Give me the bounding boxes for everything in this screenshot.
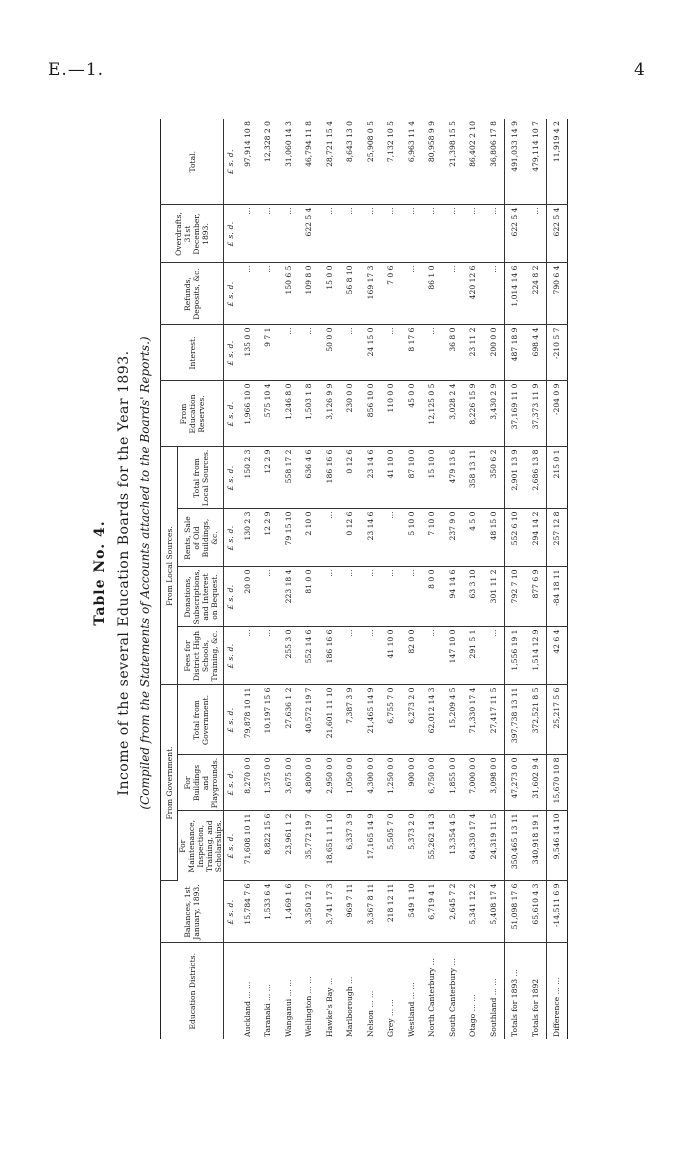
table-cell: 12,328 2 0	[258, 119, 279, 205]
table-cell: 792 7 10	[504, 567, 525, 627]
table-cell: 3,367 8 11	[360, 881, 381, 943]
table-cell: 4 5 0	[463, 509, 484, 567]
table-cell: 358 13 11	[463, 447, 484, 509]
table-cell: 3,350 12 7	[299, 881, 320, 943]
table-cell: 18,651 11 10	[319, 811, 340, 881]
table-cell: 87 10 0	[401, 447, 422, 509]
table-cell: 15 10 0	[422, 447, 443, 509]
district-name: Wanganui ... ...	[283, 979, 293, 1037]
table-cell: 4,800 0 0	[299, 755, 320, 811]
table-cell: 1,375 0 0	[258, 755, 279, 811]
table-subtitle: (Compiled from the Statements of Accounts attached to the Boards' Reports.)	[138, 336, 152, 810]
table-row	[422, 119, 443, 1039]
unit-label: £ s. d.	[224, 567, 238, 627]
unit-label: £ s. d.	[224, 811, 238, 881]
table-cell: 79 15 10	[278, 509, 299, 567]
table-cell: ...	[401, 567, 422, 627]
table-cell: 340,918 19 1	[525, 811, 546, 881]
table-cell: ...	[483, 263, 504, 325]
table-cell: 372,521 8 5	[525, 685, 546, 755]
table-cell: ...	[237, 627, 258, 685]
col-fees: Fees for District High Schools, Training, &c.	[178, 627, 224, 685]
table-row	[319, 119, 340, 1039]
table-cell: 291 5 1	[463, 627, 484, 685]
table-cell: 2,645 7 2	[442, 881, 463, 943]
table-cell: 2,686 13 8	[525, 447, 546, 509]
unit-label: £ s. d.	[224, 119, 238, 205]
table-cell: 135 0 0	[237, 325, 258, 381]
table-cell: 6,963 11 4	[401, 119, 422, 205]
table-row	[463, 119, 484, 1039]
table-cell: 8,643 13 0	[340, 119, 361, 205]
table-cell: ...	[258, 205, 279, 263]
district-name: Westland ... ...	[406, 982, 416, 1037]
table-cell: 82 0 0	[401, 627, 422, 685]
unit-label: £ s. d.	[224, 447, 238, 509]
table-cell: 25,908 0 5	[360, 119, 381, 205]
table-cell: 109 8 0	[299, 263, 320, 325]
table-row	[546, 119, 568, 1039]
table-cell: 552 6 10	[504, 509, 525, 567]
table-cell: 86 1 0	[422, 263, 443, 325]
table-cell: 5,408 17 4	[483, 881, 504, 943]
table-cell: 186 16 6	[319, 447, 340, 509]
page-reference: E.—1.	[48, 60, 105, 80]
district-name: Taranaki ... ...	[263, 984, 273, 1037]
table-cell: 56 8 10	[340, 263, 361, 325]
table-cell: ...	[483, 205, 504, 263]
table-cell: 81 0 0	[299, 567, 320, 627]
table-cell: 1,050 0 0	[340, 755, 361, 811]
table-cell: 1,246 8 0	[278, 381, 299, 447]
table-cell: 1,469 1 6	[278, 881, 299, 943]
table-cell: 11,919 4 2	[546, 119, 568, 205]
district-name: Totals for 1892	[530, 978, 540, 1037]
table-cell: 237 9 0	[442, 509, 463, 567]
district-name: Southland ... ...	[488, 978, 498, 1037]
col-total-local: Total from Local Sources.	[178, 447, 224, 509]
unit-label: £ s. d.	[224, 325, 238, 381]
district-name: Grey ... ...	[386, 999, 396, 1037]
district-name: North Canterbury ...	[427, 958, 437, 1037]
table-cell: 20 0 0	[237, 567, 258, 627]
table-cell: 23 14 6	[360, 509, 381, 567]
table-cell: 55,262 14 3	[422, 811, 443, 881]
table-cell: -84 18 11	[546, 567, 568, 627]
table-cell: 230 0 0	[340, 381, 361, 447]
table-cell: 636 4 6	[299, 447, 320, 509]
table-cell: ...	[237, 205, 258, 263]
col-donations: Donations, Subscriptions, and Interest on Bequest.	[178, 567, 224, 627]
table-cell: 1,250 0 0	[381, 755, 402, 811]
table-cell: 5 10 0	[401, 509, 422, 567]
table-cell: ...	[340, 567, 361, 627]
table-cell: 698 4 4	[525, 325, 546, 381]
table-cell: ...	[340, 627, 361, 685]
table-cell: 21,398 15 5	[442, 119, 463, 205]
table-cell: 97,914 10 8	[237, 119, 258, 205]
table-cell: 40,572 19 7	[299, 685, 320, 755]
table-cell: 1,855 0 0	[442, 755, 463, 811]
table-cell: ...	[319, 509, 340, 567]
table-cell: ...	[319, 205, 340, 263]
district-name: Hawke's Bay ...	[324, 977, 334, 1037]
table-cell: 3,098 0 0	[483, 755, 504, 811]
table-cell: 5,505 7 0	[381, 811, 402, 881]
table-cell: 420 12 6	[463, 263, 484, 325]
table-cell: 150 2 3	[237, 447, 258, 509]
table-number: Table No. 4.	[92, 520, 108, 626]
table-cell: 94 14 6	[442, 567, 463, 627]
table-cell: 35,772 19 7	[299, 811, 320, 881]
table-cell: 110 0 0	[381, 381, 402, 447]
table-cell: 9 7 1	[258, 325, 279, 381]
unit-label: £ s. d.	[224, 263, 238, 325]
table-cell: 28,721 15 4	[319, 119, 340, 205]
table-cell: 1,014 14 6	[504, 263, 525, 325]
col-interest: Interest.	[161, 325, 224, 381]
table-cell: ...	[360, 567, 381, 627]
table-cell: 6,337 3 9	[340, 811, 361, 881]
district-name: Marlborough ...	[345, 976, 355, 1037]
table-row	[278, 119, 299, 1039]
table-cell: 46,794 11 8	[299, 119, 320, 205]
table-cell: 31,060 14 3	[278, 119, 299, 205]
unit-row	[224, 119, 238, 1039]
table-cell: 2 10 0	[299, 509, 320, 567]
table-cell: 21,601 11 10	[319, 685, 340, 755]
table-cell: 479,114 10 7	[525, 119, 546, 205]
table-cell: 5,373 2 0	[401, 811, 422, 881]
table-cell: 257 12 8	[546, 509, 568, 567]
rotated-table-block	[90, 103, 610, 1043]
district-name: Auckland ... ...	[242, 981, 252, 1037]
district-name: Wellington ... ...	[304, 976, 314, 1037]
table-cell: 23,961 1 2	[278, 811, 299, 881]
table-cell: 71,608 10 11	[237, 811, 258, 881]
table-cell: ...	[360, 205, 381, 263]
table-titles	[90, 103, 170, 1043]
table-cell: 12 2 9	[258, 447, 279, 509]
table-row	[401, 119, 422, 1039]
table-cell: 25,217 5 6	[546, 685, 568, 755]
table-cell: 23 11 2	[463, 325, 484, 381]
table-cell: 15,784 7 6	[237, 881, 258, 943]
col-reserves: From Education Reserves.	[161, 381, 224, 447]
table-body	[237, 119, 568, 1039]
table-cell: 24,319 11 5	[483, 811, 504, 881]
table-cell: ...	[442, 263, 463, 325]
table-cell: 15 0 0	[319, 263, 340, 325]
table-cell: 2,950 0 0	[319, 755, 340, 811]
table-cell: 86,402 2 10	[463, 119, 484, 205]
table-cell: 147 10 0	[442, 627, 463, 685]
col-district: Education Districts.	[161, 943, 224, 1039]
unit-label: £ s. d.	[224, 509, 238, 567]
table-cell: 79,878 10 11	[237, 685, 258, 755]
table-cell: 63 3 10	[463, 567, 484, 627]
unit-label: £ s. d.	[224, 381, 238, 447]
table-cell: 2,901 13 9	[504, 447, 525, 509]
table-cell: ...	[483, 627, 504, 685]
table-cell: 969 7 11	[340, 881, 361, 943]
table-cell: 80,958 9 9	[422, 119, 443, 205]
table-cell: 45 0 0	[401, 381, 422, 447]
table-cell: 15,670 10 8	[546, 755, 568, 811]
table-cell: 12,125 0 5	[422, 381, 443, 447]
table-cell: 64,330 17 4	[463, 811, 484, 881]
table-cell: 900 0 0	[401, 755, 422, 811]
table-cell: 7 0 6	[381, 263, 402, 325]
table-cell: 24 15 0	[360, 325, 381, 381]
table-cell: ...	[340, 205, 361, 263]
table-cell: 13,354 4 5	[442, 811, 463, 881]
table-cell: 150 6 5	[278, 263, 299, 325]
table-cell: ...	[401, 263, 422, 325]
table-cell: 6,273 2 0	[401, 685, 422, 755]
table-cell: 0 12 6	[340, 509, 361, 567]
table-cell: 4,300 0 0	[360, 755, 381, 811]
table-cell: -210 5 7	[546, 325, 568, 381]
table-cell: 50 0 0	[319, 325, 340, 381]
table-cell: ...	[463, 205, 484, 263]
table-cell: 294 14 2	[525, 509, 546, 567]
table-cell: 301 11 2	[483, 567, 504, 627]
table-cell: 8 17 6	[401, 325, 422, 381]
table-cell: ...	[237, 263, 258, 325]
table-cell: 218 12 11	[381, 881, 402, 943]
table-cell: 224 8 2	[525, 263, 546, 325]
table-cell: ...	[422, 627, 443, 685]
table-cell: 62,012 14 3	[422, 685, 443, 755]
col-maintenance: For Maintenance, Inspection, Training, and Scholarships.	[178, 811, 224, 881]
unit-label: £ s. d.	[224, 685, 238, 755]
table-row	[483, 119, 504, 1039]
table-cell: 6,719 4 1	[422, 881, 443, 943]
table-cell: 3,675 0 0	[278, 755, 299, 811]
table-cell: 12 2 9	[258, 509, 279, 567]
table-row	[258, 119, 279, 1039]
unit-label: £ s. d.	[224, 881, 238, 943]
table-cell: 3,430 2 9	[483, 381, 504, 447]
table-cell: 42 6 4	[546, 627, 568, 685]
unit-blank	[224, 943, 238, 1039]
table-cell: 558 17 2	[278, 447, 299, 509]
table-cell: 17,165 14 9	[360, 811, 381, 881]
table-cell: 65,610 4 3	[525, 881, 546, 943]
table-cell: 552 14 6	[299, 627, 320, 685]
table-cell: 479 13 6	[442, 447, 463, 509]
table-cell: ...	[360, 627, 381, 685]
col-total: Total.	[161, 119, 224, 205]
income-table	[160, 119, 568, 1039]
district-name: South Canterbury ...	[447, 958, 457, 1037]
table-cell: 350 6 2	[483, 447, 504, 509]
table-cell: 41 10 0	[381, 447, 402, 509]
table-cell: ...	[381, 509, 402, 567]
table-cell: 1,503 1 8	[299, 381, 320, 447]
col-total-gov: Total from Government.	[178, 685, 224, 755]
table-cell: 37,169 11 0	[504, 381, 525, 447]
table-row	[299, 119, 320, 1039]
table-cell: 6,750 0 0	[422, 755, 443, 811]
table-cell: ...	[258, 627, 279, 685]
table-cell: 0 12 6	[340, 447, 361, 509]
table-cell: 37,373 11 9	[525, 381, 546, 447]
table-cell: ...	[258, 263, 279, 325]
table-cell: ...	[401, 205, 422, 263]
table-cell: ...	[442, 205, 463, 263]
district-name: Nelson ... ...	[365, 990, 375, 1037]
table-cell: 186 16 6	[319, 627, 340, 685]
table-cell: 9,546 14 10	[546, 811, 568, 881]
table-cell: 7 10 0	[422, 509, 443, 567]
table-cell: 1,533 6 4	[258, 881, 279, 943]
table-cell: ...	[422, 205, 443, 263]
table-cell: 622 5 4	[546, 205, 568, 263]
table-cell: ...	[381, 567, 402, 627]
table-cell: 1,556 19 1	[504, 627, 525, 685]
table-cell: 7,000 0 0	[463, 755, 484, 811]
table-cell: ...	[278, 325, 299, 381]
table-row	[442, 119, 463, 1039]
table-row	[525, 119, 546, 1039]
group-government: From Government.	[161, 685, 178, 881]
table-cell: 51,098 17 6	[504, 881, 525, 943]
table-cell: 36 8 0	[442, 325, 463, 381]
table-cell: 491,033 14 9	[504, 119, 525, 205]
col-overdrafts: Overdrafts, 31st December, 1893.	[161, 205, 224, 263]
table-cell: 1,966 10 0	[237, 381, 258, 447]
table-cell: 487 18 9	[504, 325, 525, 381]
table-cell: 3,126 9 9	[319, 381, 340, 447]
table-cell: 6,755 7 0	[381, 685, 402, 755]
table-cell: 41 10 0	[381, 627, 402, 685]
table-cell: 7,132 10 5	[381, 119, 402, 205]
district-name: Otago ... ...	[468, 994, 478, 1037]
table-cell: ...	[319, 567, 340, 627]
district-name: Difference ... ...	[546, 943, 568, 1039]
table-row	[360, 119, 381, 1039]
table-cell: 31,602 9 4	[525, 755, 546, 811]
table-cell: ...	[340, 325, 361, 381]
table-cell: 71,330 17 4	[463, 685, 484, 755]
table-cell: 397,738 13 11	[504, 685, 525, 755]
table-title: Income of the several Education Boards for the Year 1893.	[116, 350, 132, 796]
table-cell: 8,822 15 6	[258, 811, 279, 881]
table-cell: ...	[525, 205, 546, 263]
table-cell: ...	[258, 567, 279, 627]
table-cell: 27,636 1 2	[278, 685, 299, 755]
table-cell: 21,465 14 9	[360, 685, 381, 755]
table-cell: 7,387 3 9	[340, 685, 361, 755]
unit-label: £ s. d.	[224, 205, 238, 263]
table-cell: 790 6 4	[546, 263, 568, 325]
table-cell: -204 0 9	[546, 381, 568, 447]
table-cell: ...	[299, 325, 320, 381]
unit-label: £ s. d.	[224, 627, 238, 685]
table-cell: 169 17 3	[360, 263, 381, 325]
table-cell: -14,511 6 9	[546, 881, 568, 943]
table-cell: ...	[381, 325, 402, 381]
table-cell: 255 3 0	[278, 627, 299, 685]
col-buildings: For Buildings and Playgrounds.	[178, 755, 224, 811]
col-balances: Balances, 1st January, 1893.	[161, 881, 224, 943]
table-cell: 5,341 12 2	[463, 881, 484, 943]
table-cell: ...	[381, 205, 402, 263]
table-cell: 130 2 3	[237, 509, 258, 567]
table-cell: 23 14 6	[360, 447, 381, 509]
table-cell: 15,209 4 5	[442, 685, 463, 755]
table-cell: 10,197 15 6	[258, 685, 279, 755]
table-cell: 622 5 4	[504, 205, 525, 263]
table-cell: 856 10 0	[360, 381, 381, 447]
table-cell: 3,741 17 3	[319, 881, 340, 943]
group-local: From Local Sources.	[161, 447, 178, 685]
table-cell: 223 18 4	[278, 567, 299, 627]
unit-label: £ s. d.	[224, 755, 238, 811]
table-cell: 215 0 1	[546, 447, 568, 509]
table-cell: 36,806 17 8	[483, 119, 504, 205]
table-cell: 877 6 9	[525, 567, 546, 627]
table-cell: 575 10 4	[258, 381, 279, 447]
table-row	[237, 119, 258, 1039]
table-row	[340, 119, 361, 1039]
table-cell: 8,226 15 9	[463, 381, 484, 447]
table-cell: 8 0 0	[422, 567, 443, 627]
table-cell: ...	[278, 205, 299, 263]
table-cell: ...	[422, 325, 443, 381]
col-refunds: Refunds, Deposits, &c.	[161, 263, 224, 325]
table-cell: 3,028 2 4	[442, 381, 463, 447]
district-name: Totals for 1893 ...	[504, 943, 525, 1039]
table-cell: 622 5 4	[299, 205, 320, 263]
col-rents: Rents, Sale of Old Buildings, &c.	[178, 509, 224, 567]
table-cell: 47,273 0 0	[504, 755, 525, 811]
table-cell: 1,514 12 9	[525, 627, 546, 685]
table-row	[381, 119, 402, 1039]
table-cell: 350,465 13 11	[504, 811, 525, 881]
table-cell: 27,417 11 5	[483, 685, 504, 755]
page-number: 4	[634, 60, 645, 80]
table-cell: 8,270 0 0	[237, 755, 258, 811]
table-cell: 48 15 0	[483, 509, 504, 567]
table-cell: 200 0 0	[483, 325, 504, 381]
table-row	[504, 119, 525, 1039]
table-cell: 549 1 10	[401, 881, 422, 943]
